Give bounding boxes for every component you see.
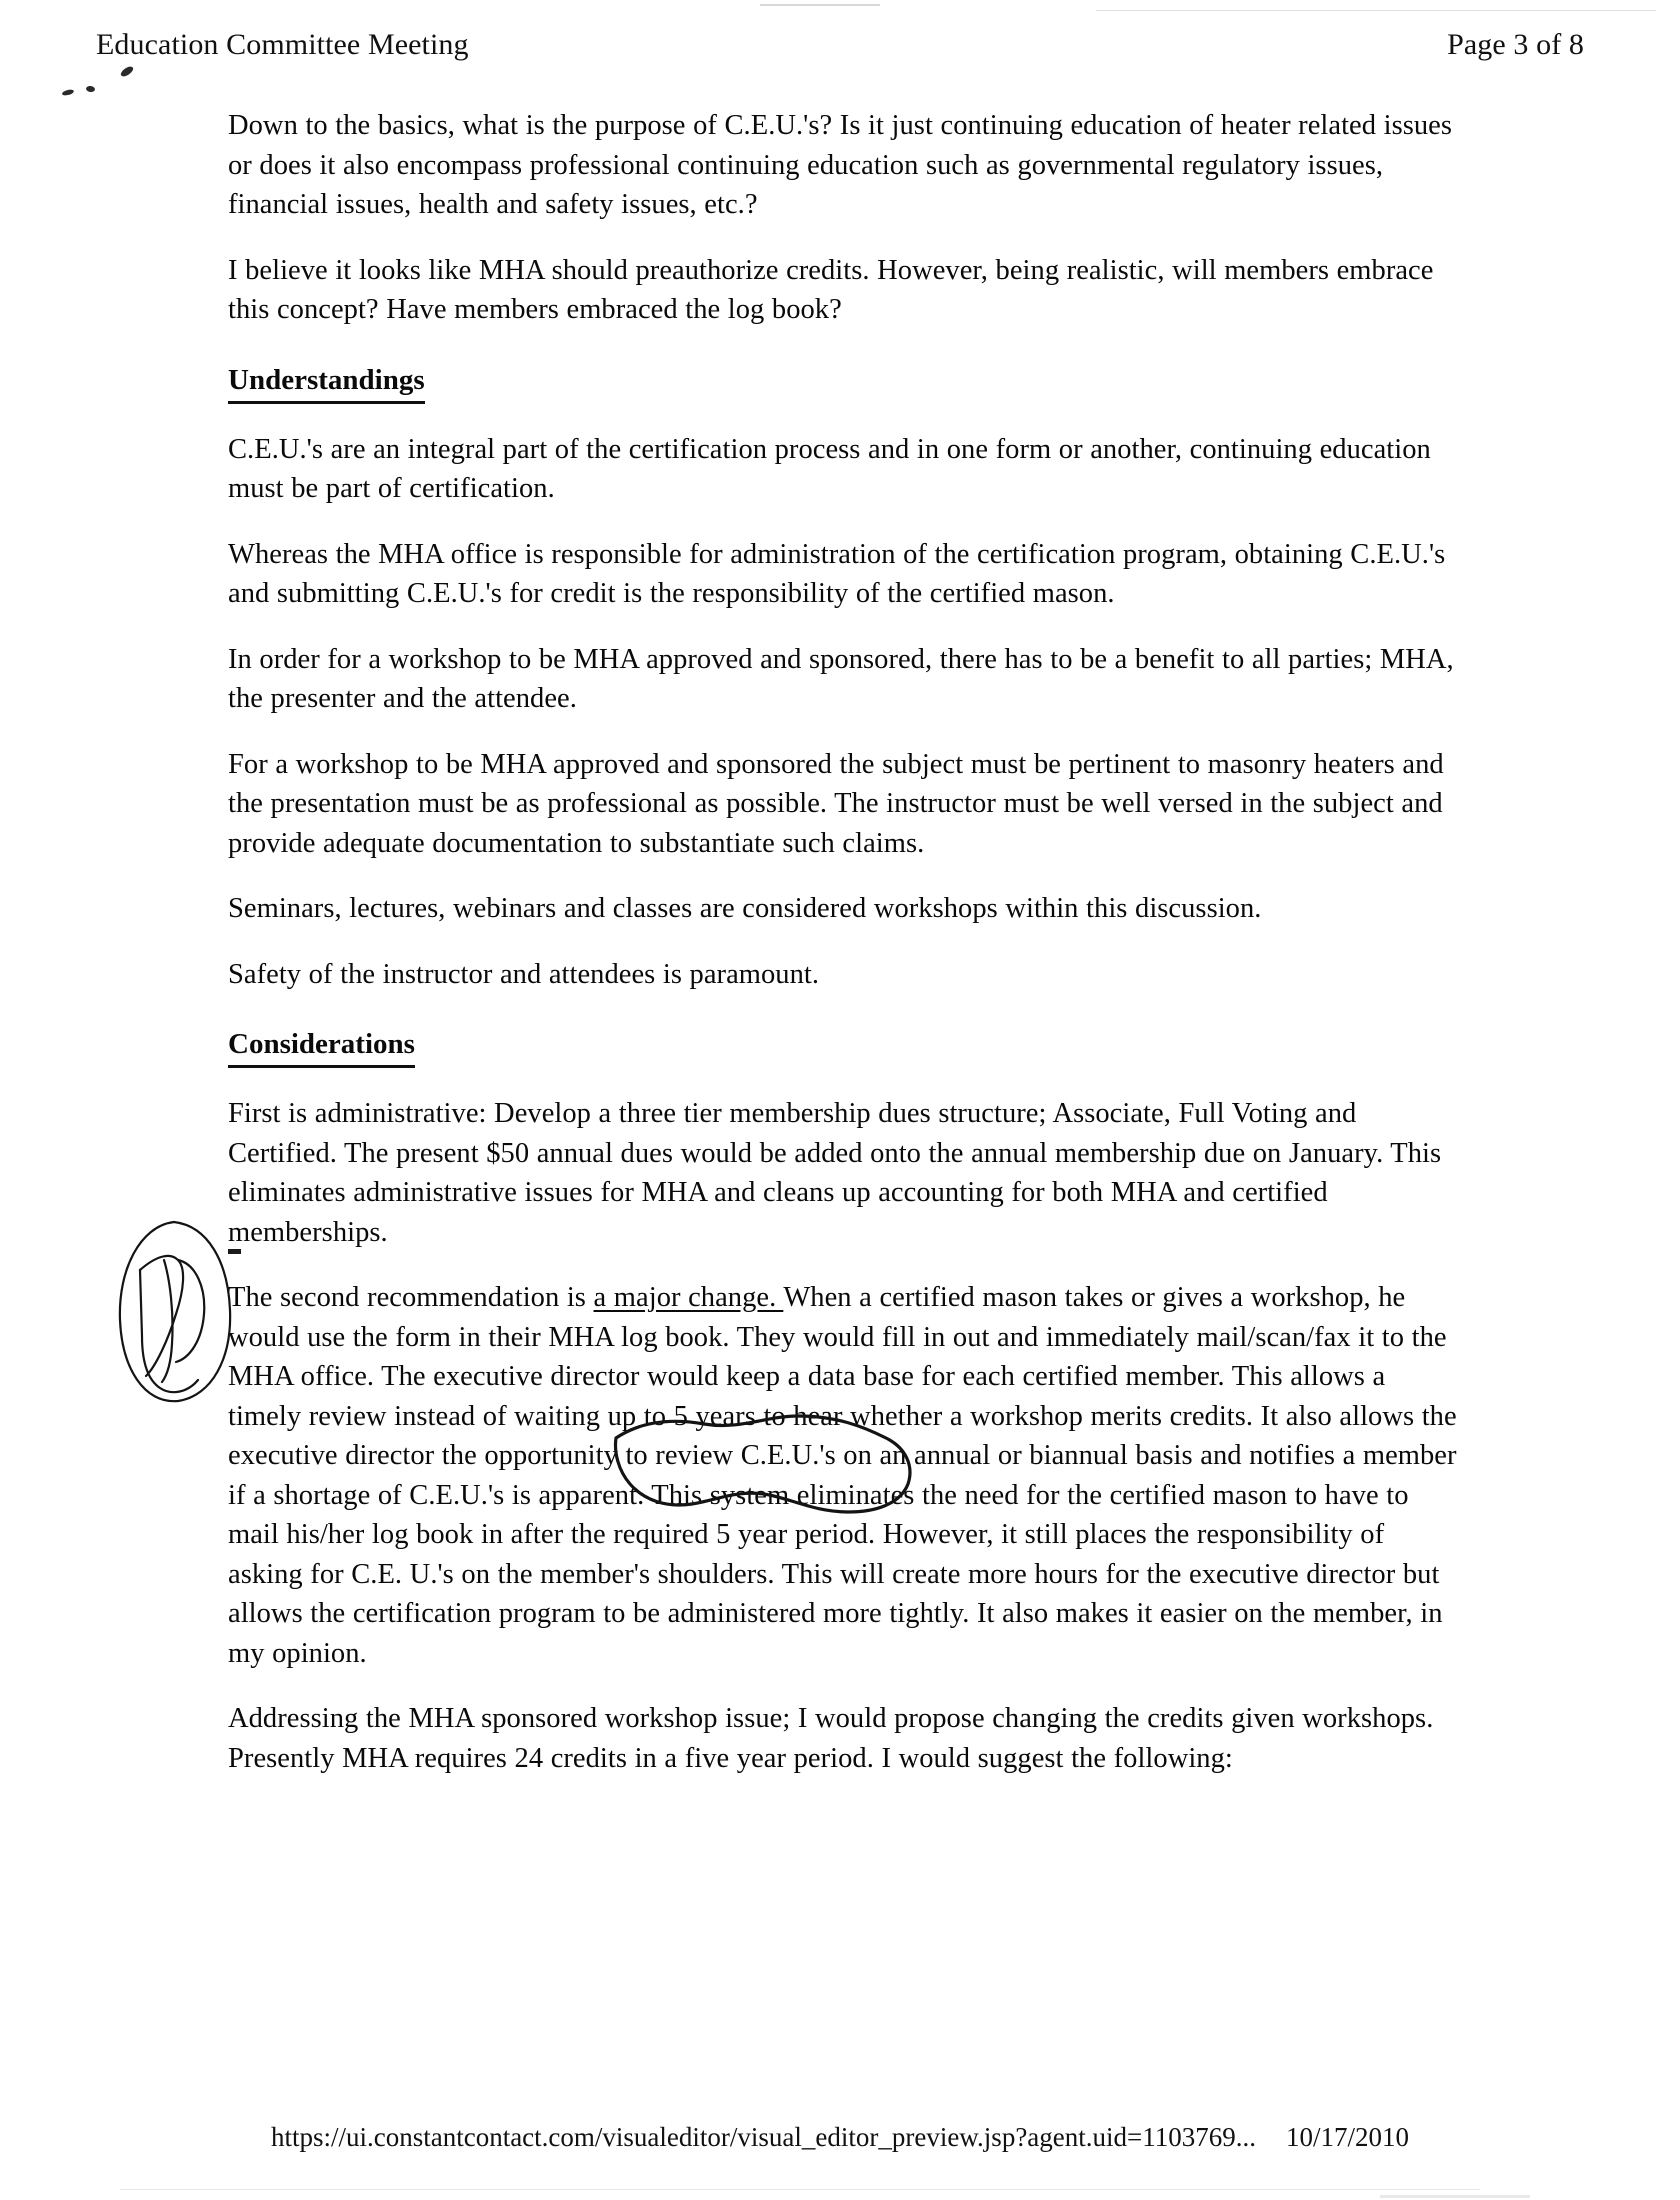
page-footer: [0, 2120, 1680, 2154]
scan-artifact-bottom-right: [1380, 2195, 1530, 2198]
footer-date: 10/17/2010: [1286, 2122, 1410, 2152]
paragraph-in-order: In order for a workshop to be MHA approved and sponsored, there has to be a benefit to all parties; MHA, the presenter and the attendee.: [228, 643, 1454, 714]
header-title: Education Committee Meeting: [96, 28, 469, 61]
section-understandings: [228, 356, 1458, 430]
footer-url: https://ui.constantcontact.com/visualeditor/visual_editor_preview.jsp?agent.uid=1103769...: [270, 2122, 1256, 2152]
scan-speckle-icon: [119, 65, 135, 79]
annotated-phrase-major-change: a major change.: [593, 1282, 784, 1313]
paragraph-second-recommendation: [228, 1278, 1458, 1673]
paragraph-purpose: Down to the basics, what is the purpose of C.E.U.'s? Is it just continuing education of heater related issues or does it also encompass professional continuing education such as governmental regulatory issues, financial issues, health and safety issues, etc.?: [228, 110, 1453, 220]
paragraph-seminars: Seminars, lectures, webinars and classes are considered workshops within this discussion.: [228, 893, 1262, 924]
paragraph-first-administrative: First is administrative: Develop a three tier membership dues structure; Associate, Full Voting and Certified. The present $50 annual dues would be added onto the annual membership due on January. This eliminates administrative issues for MHA and cleans up accounting for both MHA and certified memberships.: [228, 1098, 1442, 1248]
section-considerations: [228, 1020, 1458, 1094]
stray-ink-dash-icon: [228, 1249, 241, 1254]
document-body: [228, 106, 1458, 1778]
scan-speckle-icon: [62, 89, 75, 97]
running-header: [96, 28, 1584, 62]
heading-understandings: Understandings: [228, 360, 425, 404]
paragraph-whereas: Whereas the MHA office is responsible for administration of the certification program, obtaining C.E.U.'s and submitting C.E.U.'s for credit is the responsibility of the certified mason.: [228, 538, 1446, 609]
paragraph-integral: C.E.U.'s are an integral part of the certification process and in one form or another, continuing education must be part of certification.: [228, 433, 1431, 504]
paragraph-safety: Safety of the instructor and attendees is paramount.: [228, 958, 820, 990]
scan-artifact-top-left: [760, 4, 880, 6]
paragraph-second-recommendation-rest: When a certified mason takes or gives a workshop, he would use the form in their MHA log book. They would fill in out and immediately mail/scan/fax it to the MHA office. The executive director would keep a data base for each certified member. This allows a timely review instead of waiting up to 5 years to hear whether a workshop merits credits. It also allows the executive director the opportunity to review C.E.U.'s on an annual or biannual basis and notifies a member if a shortage of C.E.U.'s is apparent. This system eliminates the need for the certified mason to have to mail his/her log book in after the required 5 year period. However, it still places the responsibility of asking for C.E. U.'s on the member's shoulders. This will create more hours for the executive director but allows the certification program to be administered more tightly. It also makes it easier on the member, in my opinion.: [228, 1282, 1457, 1669]
paragraph-preauthorize: I believe it looks like MHA should preauthorize credits. However, being realistic, will members embrace this concept? Have members embraced the log book?: [228, 254, 1434, 325]
handwritten-margin-oval-icon: [112, 1216, 242, 1406]
scan-artifact-top-right: [1096, 10, 1656, 11]
header-page-number: Page 3 of 8: [1447, 28, 1584, 61]
heading-considerations: Considerations: [228, 1024, 415, 1068]
paragraph-for-a-workshop: For a workshop to be MHA approved and sponsored the subject must be pertinent to masonry heaters and the presentation must be as professional as possible. The instructor must be well versed in the subject and provide adequate documentation to substantiate such claims.: [228, 748, 1444, 859]
paragraph-second-recommendation-lead: The second recommendation is: [228, 1282, 594, 1313]
paragraph-addressing: Addressing the MHA sponsored workshop issue; I would propose changing the credits given workshops. Presently MHA requires 24 credits in a five year period. I would suggest the following:: [228, 1703, 1434, 1774]
scan-artifact-bottom: [120, 2189, 1480, 2190]
scan-speckle-icon: [86, 85, 96, 92]
